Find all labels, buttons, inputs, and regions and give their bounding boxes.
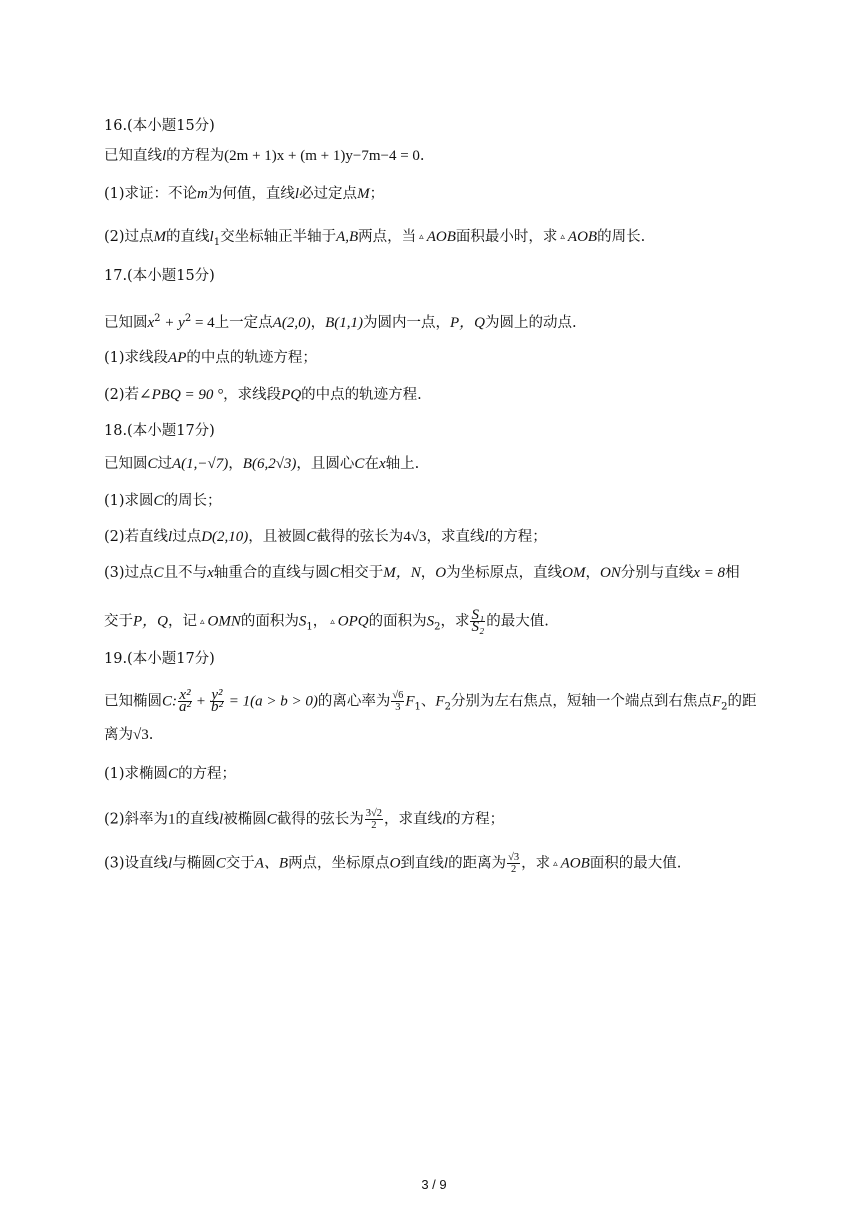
q19-title: 19.(本小题17分) [104, 651, 215, 667]
fraction-x2-a2: $\frac{\text{x²}}{\text{a²}}$ [179, 687, 191, 715]
q18-part1: (1)求圆C的周长； [104, 493, 222, 509]
q17-part2: (2)若∠PBQ = 90 °，求线段PQ的中点的轨迹方程. [104, 387, 422, 403]
fraction-eccentricity: $\frac{√6}{3}$ [392, 690, 404, 713]
q19-stem: 已知椭圆C: $\frac{\text{x²}}{\text{a²}}$ + $\frac{\text{y²}}{\text{b²}}$ = 1(a > b > 0)的离心率为 $\frac{√6}{3}$ $F_1$、$F_2$分别为左右焦点，短轴一个端点到右焦点$F_2$的距 [104, 687, 757, 715]
q16-part2: (2)过点M的直线$l_1$交坐标轴正半轴于A,B两点，当 ▵ AOB面积最小时，求 ▵ AOB的周长. [104, 229, 646, 248]
q18-part3: (3)过点C且不与x轴重合的直线与圆C相交于M，N，O为坐标原点，直线OM，ON分别与直线x = 8相 [104, 565, 740, 581]
q16-part1: (1)求证：不论m为何值，直线l必过定点M； [104, 186, 385, 202]
q18-part2: (2)若直线l过点D(2,10)，且被圆C截得的弦长为4√3，求直线l的方程； [104, 529, 547, 545]
q17-title: 17.(本小题15分) [104, 268, 215, 284]
q16-title: 16.(本小题15分) [104, 118, 215, 134]
q18-title: 18.(本小题17分) [104, 423, 215, 439]
q18-stem: 已知圆C过A(1,−√7)，B(6,2√3)，且圆心C在x轴上. [104, 456, 420, 472]
q19-stem-cont: 离为√3. [104, 727, 154, 743]
fraction-chord-length: $\frac{3√2}{2}$ [365, 808, 382, 831]
q18-part3-cont: 交于P，Q，记 ▵ OMN的面积为$S_1$， ▵ OPQ的面积为$S_2$，求 $\frac{\text{S₁}}{\text{S₂}}$ 的最大值. [104, 607, 549, 635]
q17-part1: (1)求线段AP的中点的轨迹方程； [104, 350, 317, 366]
q17-stem: 已知圆$x^2 + y^2 = 4$上一定点A(2,0)，B(1,1)为圆内一点，P，Q为圆上的动点. [104, 313, 577, 331]
q19-part2: (2)斜率为1的直线l被椭圆C截得的弦长为 $\frac{3√2}{2}$ ，求直线l的方程； [104, 808, 505, 831]
q19-part3: (3)设直线l与椭圆C交于A、B两点，坐标原点O到直线l的距离为 $\frac{√3}{2}$ ，求 ▵ AOB面积的最大值. [104, 852, 682, 875]
page-number: 3 / 9 [421, 1177, 447, 1192]
fraction-y2-b2: $\frac{\text{y²}}{\text{b²}}$ [210, 687, 223, 715]
q16-stem: 已知直线l的方程为(2m + 1)x + (m + 1)y−7m−4 = 0. [104, 148, 425, 164]
q19-part1: (1)求椭圆C的方程； [104, 766, 237, 782]
fraction-s1-s2: $\frac{\text{S₁}}{\text{S₂}}$ [471, 607, 485, 635]
fraction-distance: $\frac{√3}{2}$ [508, 852, 520, 875]
